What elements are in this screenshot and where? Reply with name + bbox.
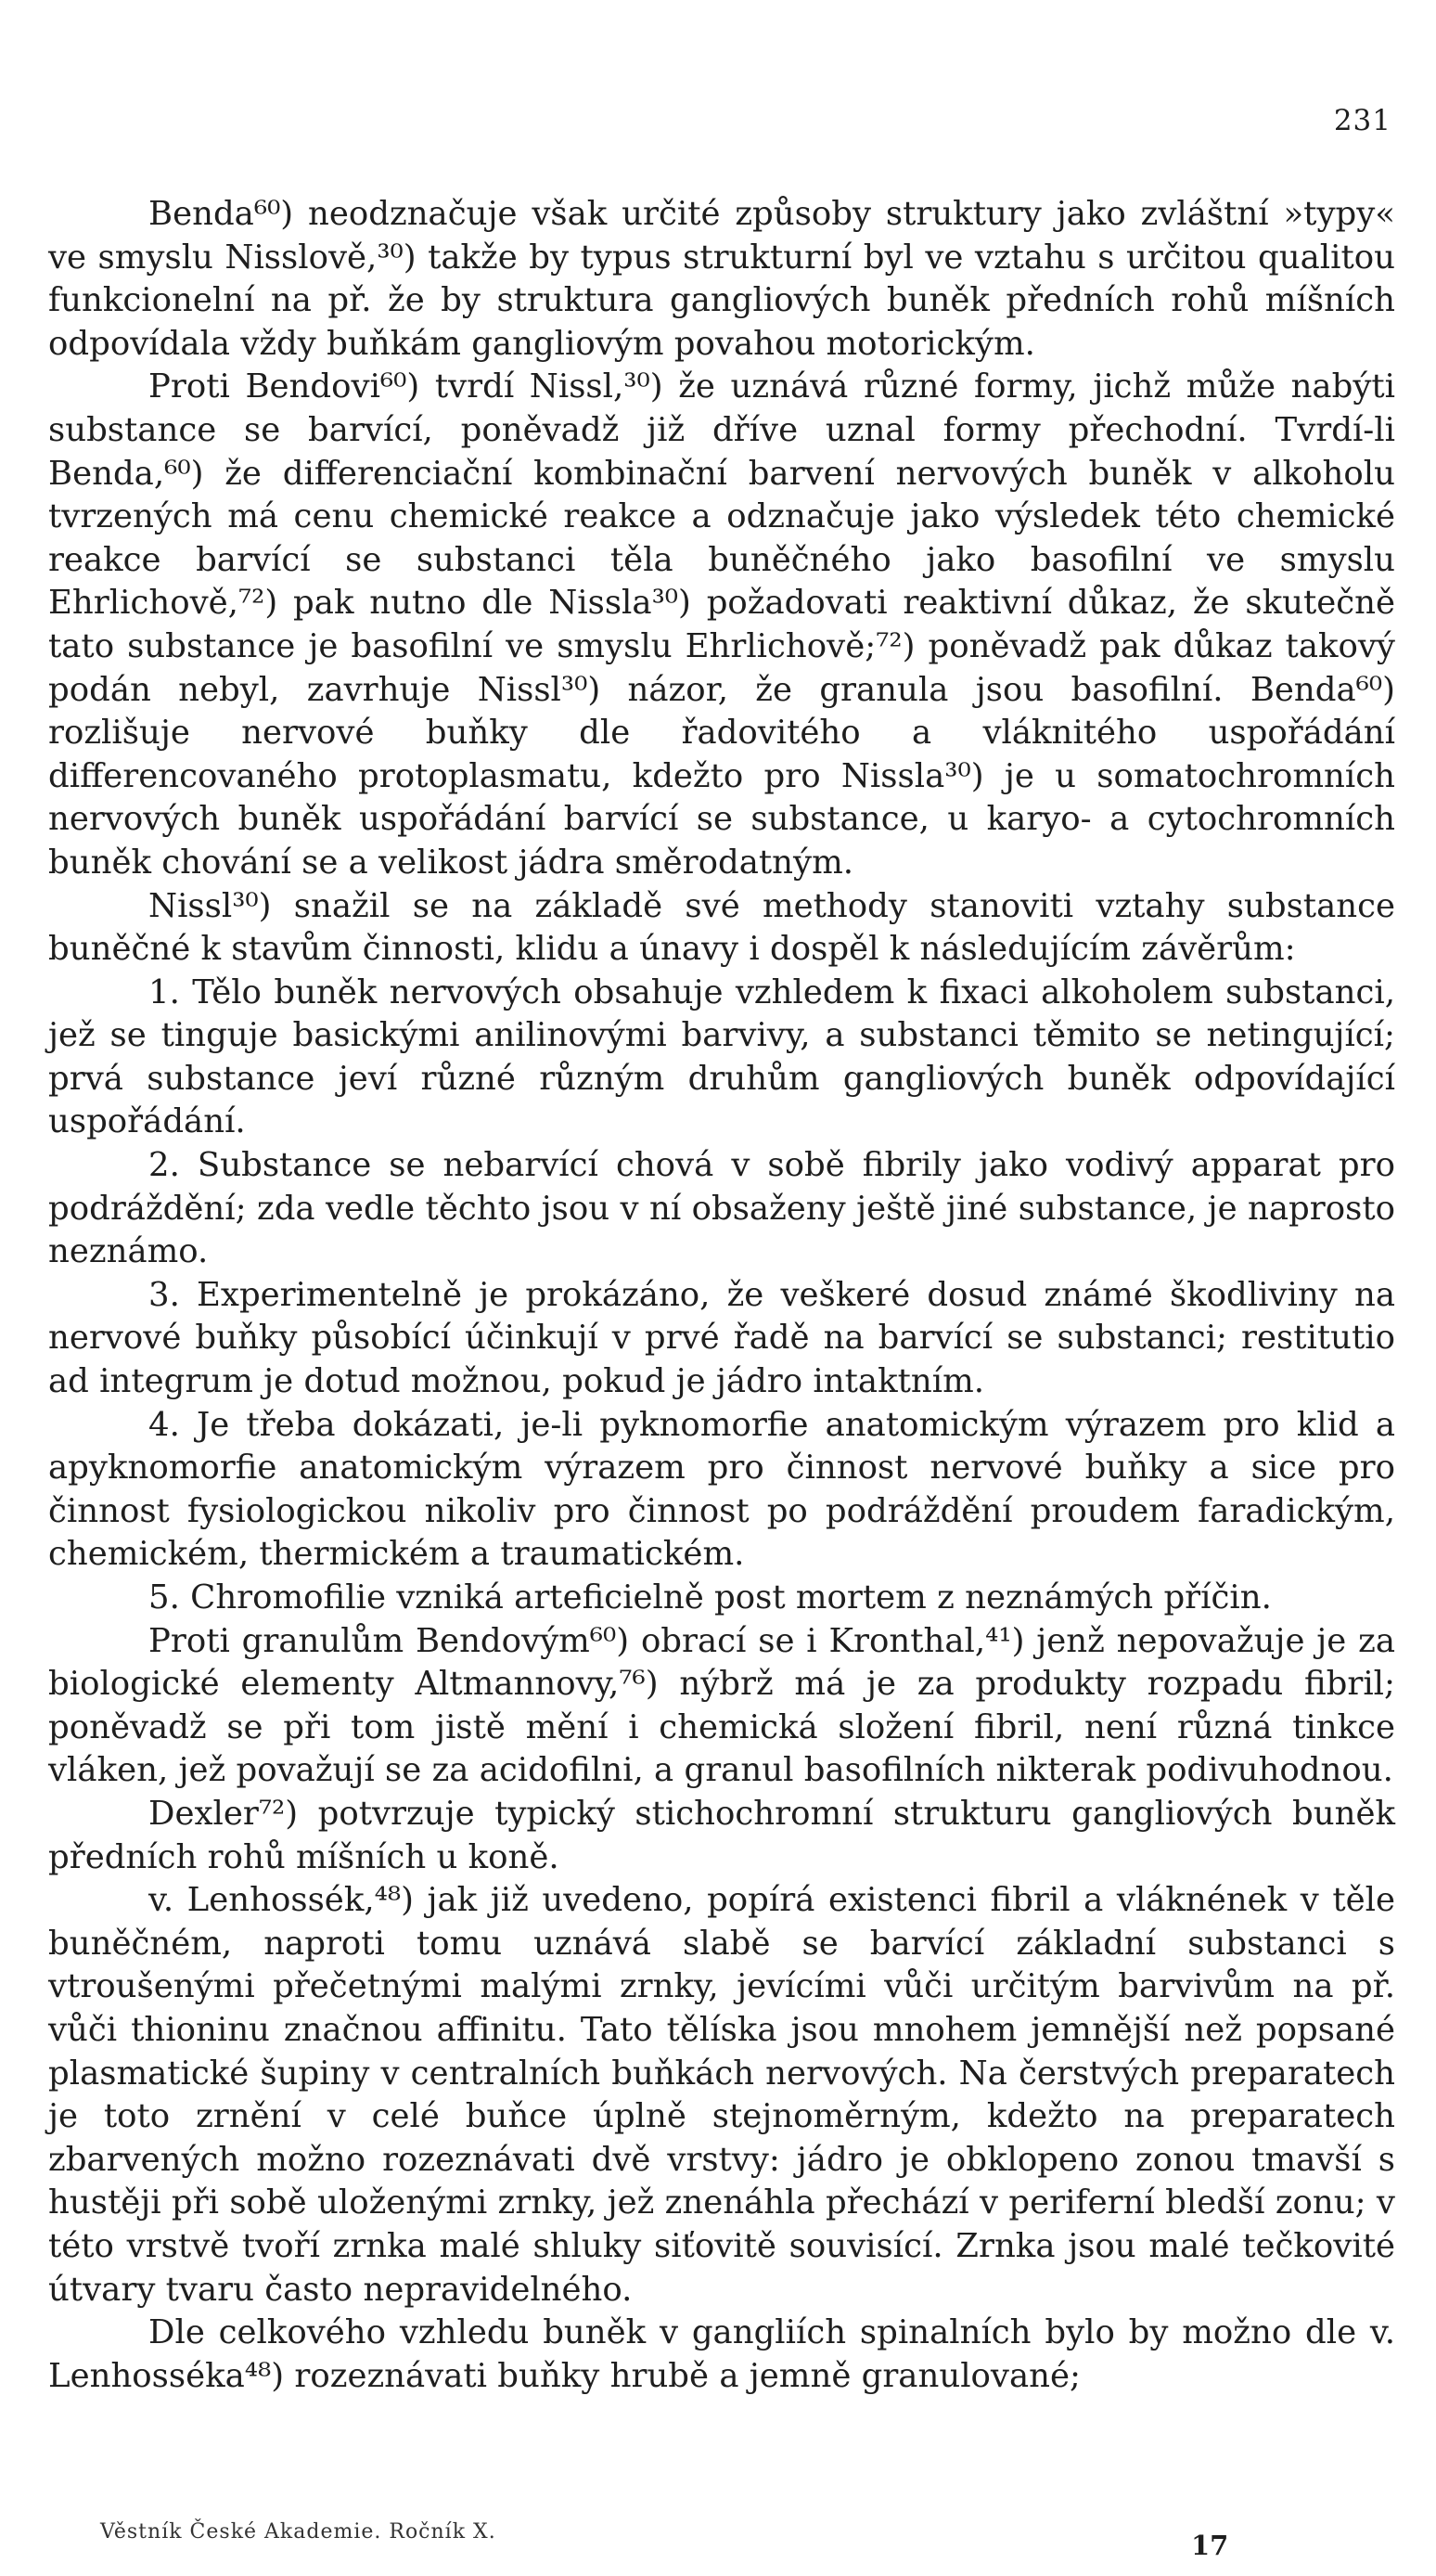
paragraph: Proti granulům Bendovým⁶⁰) obrací se i Kronthal,⁴¹) jenž nepovažuje je za biologické elementy Altmannovy,⁷⁶) nýbrž má je za produkty rozpadu fibril; poněvadž se při tom jistě mění i chemická složení fibril, není různá tinkce vláken, jež považují se za acidofilni, a granul basofilních nikterak podivuhodnou. — [48, 1621, 1395, 1790]
paragraph: Nissl³⁰) snažil se na základě své methody stanoviti vztahy substance buněčné k stavům činnosti, klidu a únavy i dospěl k následujícím závěrům: — [48, 886, 1395, 969]
paragraph: Dle celkového vzhledu buněk v gangliích spinalních bylo by možno dle v. Lenhosséka⁴⁸) rozeznávati buňky hrubě a jemně granulované; — [48, 2313, 1395, 2395]
body-text — [48, 193, 1395, 2398]
paragraph: 3. Experimentelně je prokázáno, že veškeré dosud známé škodliviny na nervové buňky působící účinkují v prvé řadě na barvící se substanci; restitutio ad integrum je dotud možnou, pokud je jádro intaktním. — [48, 1275, 1395, 1401]
paragraph: Proti Bendovi⁶⁰) tvrdí Nissl,³⁰) že uznává různé formy, jichž může nabýti substance se barvící, poněvadž již dříve uznal formy přechodní. Tvrdí-li Benda,⁶⁰) že differenciační kombinační barvení nervových buněk v alkoholu tvrzených má cenu chemické reakce a odznačuje jako výsledek této chemické reakce barvící se substanci těla buněčného jako basofilní ve smyslu Ehrlichově,⁷²) pak nutno dle Nissla³⁰) požadovati reaktivní důkaz, že skutečně tato substance je basofilní ve smyslu Ehrlichově;⁷²) poněvadž pak důkaz takový podán nebyl, zavrhuje Nissl³⁰) názor, že granula jsou basofilní. Benda⁶⁰) rozlišuje nervové buňky dle řadovitého a vláknitého uspořádání differencovaného protoplasmatu, kdežto pro Nissla³⁰) je u somatochromních nervových buněk uspořádání barvící se substance, u karyo- a cytochromních buněk chování se a velikost jádra směrodatným. — [48, 367, 1395, 882]
paragraph: Benda⁶⁰) neodznačuje však určité způsoby struktury jako zvláštní »typy« ve smyslu Nisslově,³⁰) takže by typus strukturní byl ve vztahu s určitou qualitou funkcionelní na př. že by struktura gangliových buněk předních rohů míšních odpovídala vždy buňkám gangliovým povahou motorickým. — [48, 195, 1395, 363]
paragraph: 4. Je třeba dokázati, je-li pyknomorfie anatomickým výrazem pro klid a apyknomorfie anatomickým výrazem pro činnost nervové buňky a sice pro činnost fysiologickou nikoliv pro činnost po podráždění proudem faradickým, chemickém, thermickém a traumatickém. — [48, 1405, 1395, 1574]
paragraph: 2. Substance se nebarvící chová v sobě fibrily jako vodivý apparat pro podráždění; zda vedle těchto jsou v ní obsaženy ještě jiné substance, je naprosto neznámo. — [48, 1146, 1395, 1271]
signature-number: 17 — [1191, 2530, 1229, 2561]
paragraph: 5. Chromofilie vzniká arteficielně post mortem z neznámých příčin. — [148, 1578, 1272, 1616]
paragraph: 1. Tělo buněk nervových obsahuje vzhledem k fixaci alkoholem substanci, jež se tinguje basickými anilinovými barvivy, a substanci těmito se netingující; prvá substance jeví různé různým druhům gangliových buněk odpovídající uspořádání. — [48, 972, 1395, 1141]
footer-journal-title: Věstník České Akademie. Ročník X. — [100, 2520, 496, 2544]
paragraph: v. Lenhossék,⁴⁸) jak již uvedeno, popírá existenci fibril a vláknének v těle buněčném, naproti tomu uznává slabě se barvící základní substanci s vtroušenými přečetnými malými zrnky, jevícími vůči určitým barvivům na př. vůči thioninu značnou affinitu. Tato tělíska jsou mnohem jemnější než popsané plasmatické šupiny v centralních buňkách nervových. Na čerstvých preparatech je toto zrnění v celé buňce úplně stejnoměrným, kdežto na preparatech zbarvených možno rozeznávati dvě vrstvy: jádro je obklopeno zonou tmavší s hustěji při sobě uloženými zrnky, jež znenáhla přechází v periferní bledší zonu; v této vrstvě tvoří zrnka malé shluky siťovitě souvisící. Zrnka jsou malé tečkovité útvary tvaru často nepravidelného. — [48, 1881, 1395, 2309]
paragraph: Dexler⁷²) potvrzuje typický stichochromní strukturu gangliových buněk předních rohů míšních u koně. — [48, 1794, 1395, 1876]
page-number: 231 — [1333, 104, 1391, 137]
